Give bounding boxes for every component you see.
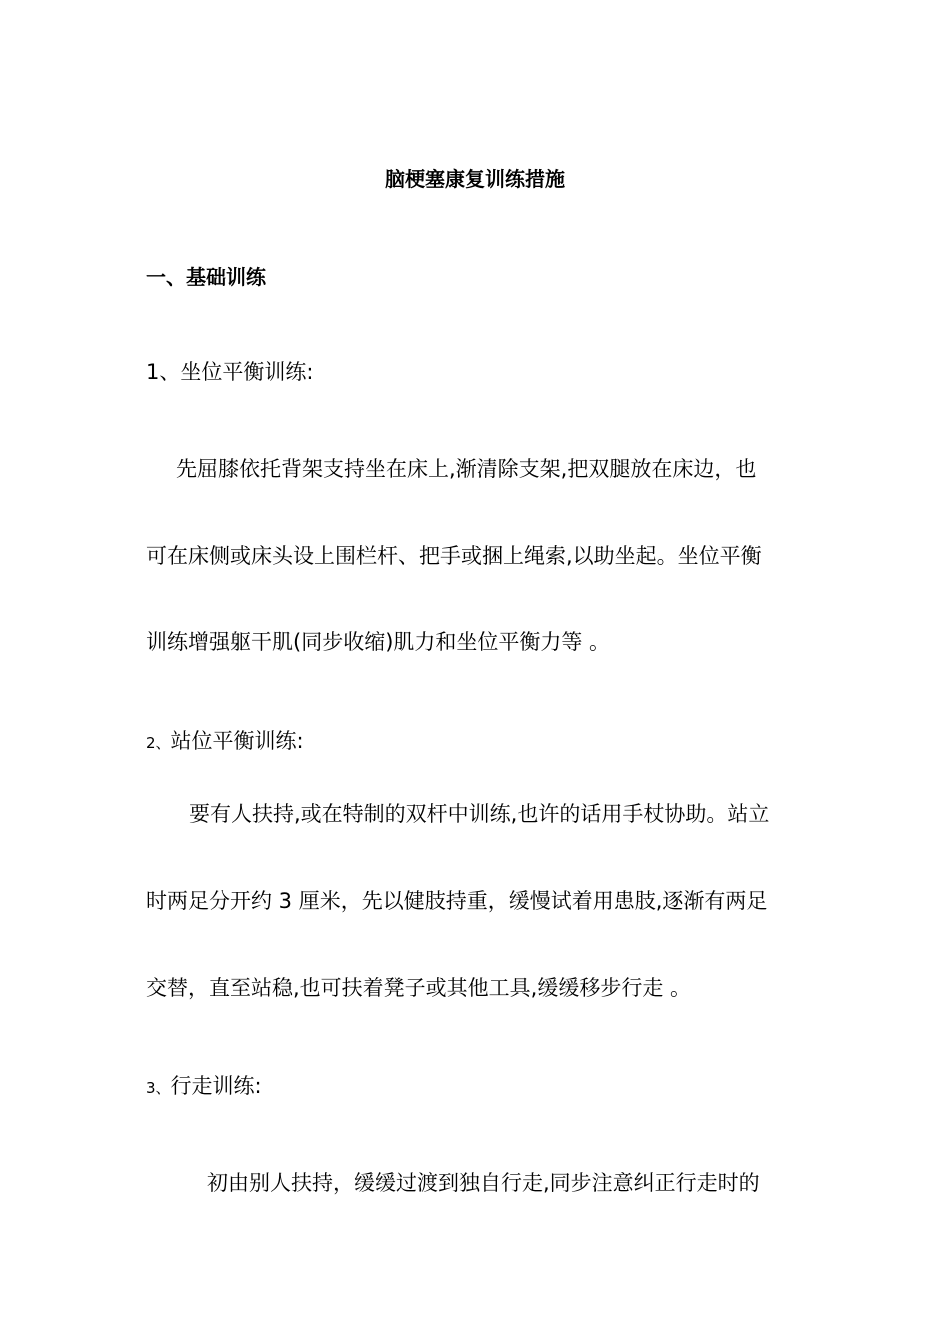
item-heading-3 [146, 1071, 262, 1103]
item-heading-2 [146, 726, 304, 758]
item-number-1: 1 [146, 360, 160, 384]
paragraph-line: 初由别人扶持，缓缓过渡到独自行走,同步注意纠正行走时的 [207, 1171, 760, 1195]
paragraph-line: 交替，直至站稳,也可扶着凳子或其他工具,缓缓移步行走 。 [146, 976, 692, 1000]
paragraph-line: 可在床侧或床头设上围栏杆、把手或捆上绳索,以助坐起。坐位平衡 [146, 544, 762, 568]
item-number-3: 3、 [146, 1079, 171, 1097]
paragraph-line: 时两足分开约 3 厘米，先以健肢持重，缓慢试着用患肢,逐渐有两足 [146, 889, 768, 913]
paragraph-line: 要有人扶持,或在特制的双杆中训练,也许的话用手杖协助。站立 [189, 802, 770, 826]
paragraph-line: 先屈膝依托背架支持坐在床上,渐清除支架,把双腿放在床边，也 [176, 457, 757, 481]
paragraph-line: 训练增强躯干肌(同步收缩)肌力和坐位平衡力等 。 [146, 630, 611, 654]
section-heading: 一、基础训练 [146, 265, 266, 289]
item-label-2: 站位平衡训练: [170, 729, 304, 753]
item-label-3: 行走训练: [170, 1074, 262, 1098]
item-number-2: 2、 [146, 734, 171, 752]
document-title: 脑梗塞康复训练措施 [385, 167, 565, 191]
item-label-1: 、坐位平衡训练: [159, 360, 314, 384]
item-heading-1 [146, 357, 313, 387]
